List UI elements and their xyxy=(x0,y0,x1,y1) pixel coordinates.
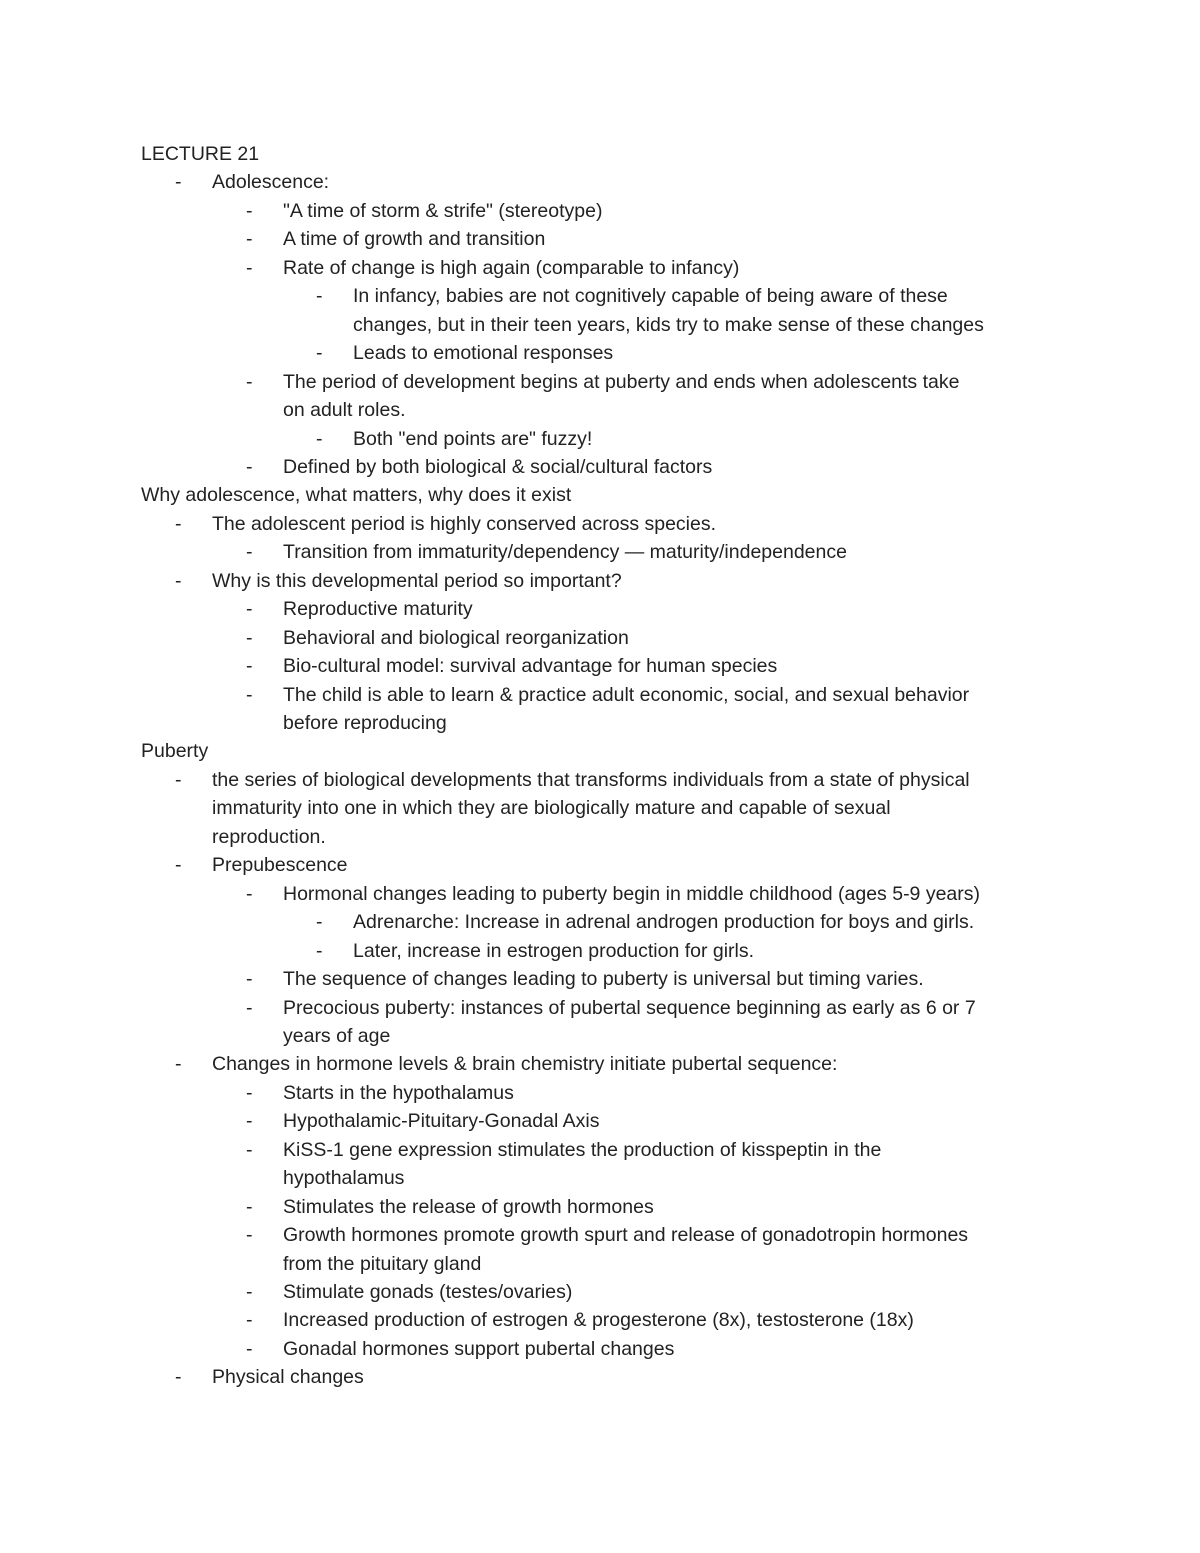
bullet-dash: - xyxy=(246,1281,253,1303)
line-text: The adolescent period is highly conserved across species. xyxy=(212,512,717,535)
line-text: The period of development begins at puberty and ends when adolescents take xyxy=(283,370,960,393)
line-text: from the pituitary gland xyxy=(283,1252,482,1275)
bullet-dash: - xyxy=(175,171,182,194)
line-text: "A time of storm & strife" (stereotype) xyxy=(283,199,603,222)
line-text: the series of biological developments that transforms individuals from a state of physical xyxy=(212,768,970,791)
line-text: KiSS-1 gene expression stimulates the production of kisspeptin in the xyxy=(283,1138,882,1161)
bullet-dash: - xyxy=(246,455,253,478)
bullet-dash: - xyxy=(246,256,253,279)
bullet-dash: - xyxy=(246,1224,253,1247)
bullet-dash: - xyxy=(246,655,253,678)
line-text: reproduction. xyxy=(212,825,326,848)
bullet-dash: - xyxy=(246,1309,253,1332)
line-text: Precocious puberty: instances of pubertal sequence beginning as early as 6 or 7 xyxy=(283,996,976,1019)
line-text: Stimulate gonads (testes/ovaries) xyxy=(283,1281,573,1303)
bullet-dash: - xyxy=(175,1366,182,1389)
line-text: Later, increase in estrogen production for girls. xyxy=(353,939,755,962)
line-text: Defined by both biological & social/cultural factors xyxy=(283,455,713,478)
line-text: The child is able to learn & practice adult economic, social, and sexual behavior xyxy=(283,683,970,706)
bullet-dash: - xyxy=(316,342,323,365)
line-text: Hormonal changes leading to puberty begin in middle childhood (ages 5-9 years) xyxy=(283,882,981,905)
bullet-dash: - xyxy=(246,598,253,621)
bullet-dash: - xyxy=(175,768,182,791)
bullet-dash: - xyxy=(246,199,253,222)
line-text: Adolescence: xyxy=(212,171,330,194)
bullet-dash: - xyxy=(246,1110,253,1133)
line-text: Stimulates the release of growth hormones xyxy=(283,1195,654,1218)
line-text: Rate of change is high again (comparable to infancy) xyxy=(283,256,740,279)
bullet-dash: - xyxy=(246,1081,253,1104)
line-text: Bio-cultural model: survival advantage for human species xyxy=(283,655,778,678)
bullet-dash: - xyxy=(246,370,253,393)
bullet-dash: - xyxy=(175,1053,182,1076)
line-text: Transition from immaturity/dependency — maturity/independence xyxy=(283,541,847,564)
bullet-dash: - xyxy=(246,1195,253,1218)
line-text: Increased production of estrogen & progesterone (8x), testosterone (18x) xyxy=(283,1309,914,1332)
bullet-dash: - xyxy=(246,626,253,649)
line-text: years of age xyxy=(283,1024,391,1047)
line-text: Gonadal hormones support pubertal changes xyxy=(283,1337,675,1360)
line-text: LECTURE 21 xyxy=(141,143,260,165)
line-text: Both "end points are" fuzzy! xyxy=(353,427,593,450)
bullet-dash: - xyxy=(316,427,323,450)
line-text: Changes in hormone levels & brain chemistry initiate pubertal sequence: xyxy=(212,1053,838,1076)
line-text: hypothalamus xyxy=(283,1167,405,1190)
line-text: Puberty xyxy=(141,740,209,763)
line-text: Starts in the hypothalamus xyxy=(283,1081,514,1104)
line-text: Reproductive maturity xyxy=(283,598,473,621)
line-text: Why is this developmental period so important? xyxy=(212,569,622,592)
line-text: Growth hormones promote growth spurt and release of gonadotropin hormones xyxy=(283,1224,969,1247)
bullet-dash: - xyxy=(246,996,253,1019)
line-text: Hypothalamic-Pituitary-Gonadal Axis xyxy=(283,1110,600,1133)
line-text: before reproducing xyxy=(283,712,447,734)
bullet-dash: - xyxy=(316,911,323,934)
line-text: Leads to emotional responses xyxy=(353,342,614,365)
bullet-dash: - xyxy=(175,569,182,592)
line-text: A time of growth and transition xyxy=(283,228,546,251)
line-text: In infancy, babies are not cognitively capable of being aware of these xyxy=(353,285,948,308)
line-text: The sequence of changes leading to puberty is universal but timing varies. xyxy=(283,968,924,991)
bullet-dash: - xyxy=(246,541,253,564)
bullet-dash: - xyxy=(246,683,253,706)
bullet-dash: - xyxy=(175,854,182,877)
line-text: Behavioral and biological reorganization xyxy=(283,626,629,649)
line-text: immaturity into one in which they are biologically mature and capable of sexual xyxy=(212,797,891,820)
bullet-dash: - xyxy=(316,939,323,962)
bullet-dash: - xyxy=(246,968,253,991)
bullet-dash: - xyxy=(246,1337,253,1360)
bullet-dash: - xyxy=(246,1138,253,1161)
line-text: on adult roles. xyxy=(283,399,406,422)
line-text: Physical changes xyxy=(212,1366,364,1389)
bullet-dash: - xyxy=(246,228,253,251)
line-text: Prepubescence xyxy=(212,854,348,877)
bullet-dash: - xyxy=(246,882,253,905)
line-text: Adrenarche: Increase in adrenal androgen production for boys and girls. xyxy=(353,911,975,934)
bullet-dash: - xyxy=(175,512,182,535)
bullet-dash: - xyxy=(316,285,323,308)
line-text: Why adolescence, what matters, why does it exist xyxy=(141,484,572,507)
line-text: changes, but in their teen years, kids try to make sense of these changes xyxy=(353,313,984,336)
